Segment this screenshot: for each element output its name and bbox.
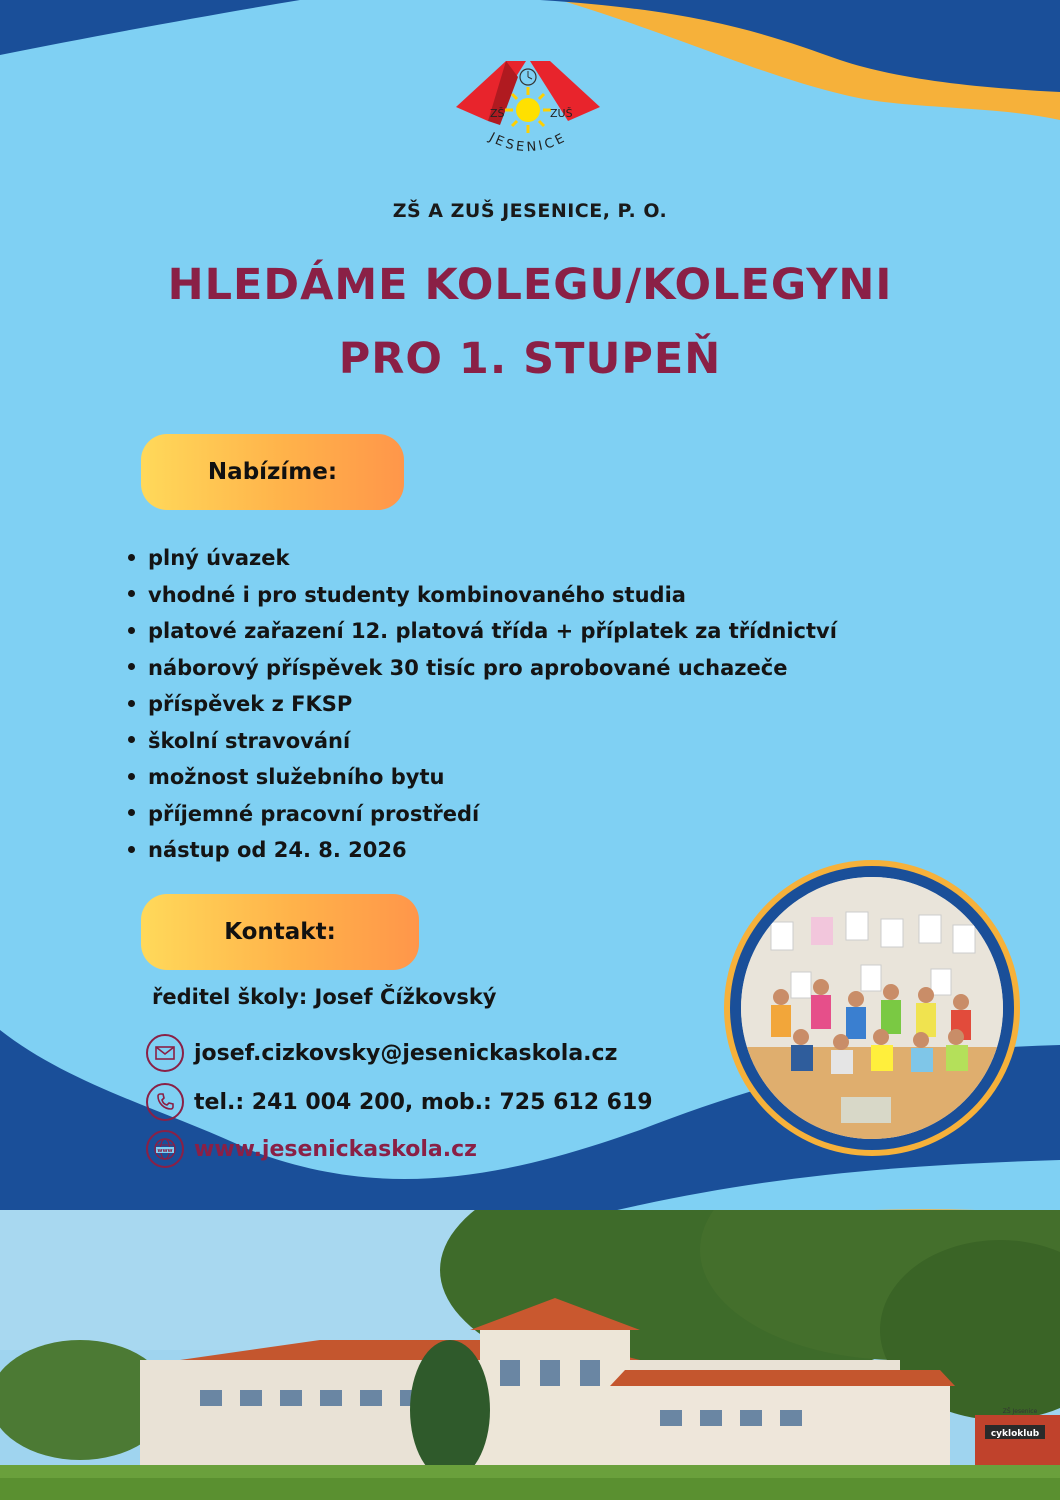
contact-heading: Kontakt: bbox=[224, 919, 336, 945]
list-item: možnost služebního bytu bbox=[128, 759, 837, 796]
headline-line-1: HLEDÁME KOLEGU/KOLEGYNI bbox=[167, 260, 893, 310]
director-name: ředitel školy: Josef Čížkovský bbox=[152, 985, 497, 1009]
headline-line-2: PRO 1. STUPEŇ bbox=[338, 334, 722, 384]
email-link[interactable]: josef.cizkovsky@jesenickaskola.cz bbox=[194, 1040, 618, 1066]
bullet-icon bbox=[128, 700, 135, 707]
bullet-icon bbox=[128, 809, 135, 816]
roof-sign: ZŠ Jesenice bbox=[1002, 1408, 1038, 1415]
contact-heading-pill bbox=[141, 894, 419, 970]
list-item: vhodné i pro studenty kombinovaného studia bbox=[128, 577, 837, 614]
logo-zs-text: ZŠ bbox=[490, 107, 505, 120]
organization-name: ZŠ A ZUŠ JESENICE, P. O. bbox=[392, 200, 668, 222]
list-item: nástup od 24. 8. 2026 bbox=[128, 832, 837, 869]
web-row bbox=[146, 1130, 477, 1168]
offer-heading: Nabízíme: bbox=[207, 459, 338, 485]
list-item: příspěvek z FKSP bbox=[128, 686, 837, 723]
bullet-icon bbox=[128, 554, 135, 561]
list-item: náborový příspěvek 30 tisíc pro aprobované uchazeče bbox=[128, 650, 837, 687]
offer-heading-pill bbox=[141, 434, 404, 510]
bullet-icon bbox=[128, 627, 135, 634]
benefits-list bbox=[128, 540, 837, 869]
logo-zus-text: ZUŠ bbox=[550, 107, 573, 120]
email-icon bbox=[146, 1034, 184, 1072]
sun-icon bbox=[505, 87, 551, 133]
bullet-icon bbox=[128, 736, 135, 743]
class-photo-frame bbox=[724, 860, 1020, 1156]
list-item: příjemné pracovní prostředí bbox=[128, 796, 837, 833]
cykloklub-sign: cykloklub bbox=[990, 1429, 1040, 1439]
phone-numbers: tel.: 241 004 200, mob.: 725 612 619 bbox=[194, 1089, 653, 1115]
bullet-icon bbox=[128, 773, 135, 780]
list-item: plný úvazek bbox=[128, 540, 837, 577]
bullet-icon bbox=[128, 846, 135, 853]
school-logo bbox=[448, 55, 608, 165]
svg-text:www: www bbox=[157, 1148, 173, 1154]
website-link[interactable]: www.jesenickaskola.cz bbox=[194, 1136, 477, 1162]
globe-icon bbox=[146, 1130, 184, 1168]
svg-text:JESENICE bbox=[486, 130, 570, 156]
bullet-icon bbox=[128, 590, 135, 597]
school-building-photo bbox=[0, 1210, 1060, 1500]
bullet-icon bbox=[128, 663, 135, 670]
email-row bbox=[146, 1034, 617, 1072]
class-photo bbox=[741, 877, 1003, 1139]
list-item: platové zařazení 12. platová třída + příplatek za třídnictví bbox=[128, 613, 837, 650]
list-item: školní stravování bbox=[128, 723, 837, 760]
logo-arc-text: JESENICE bbox=[486, 130, 570, 156]
phone-row bbox=[146, 1083, 653, 1121]
phone-icon bbox=[146, 1083, 184, 1121]
